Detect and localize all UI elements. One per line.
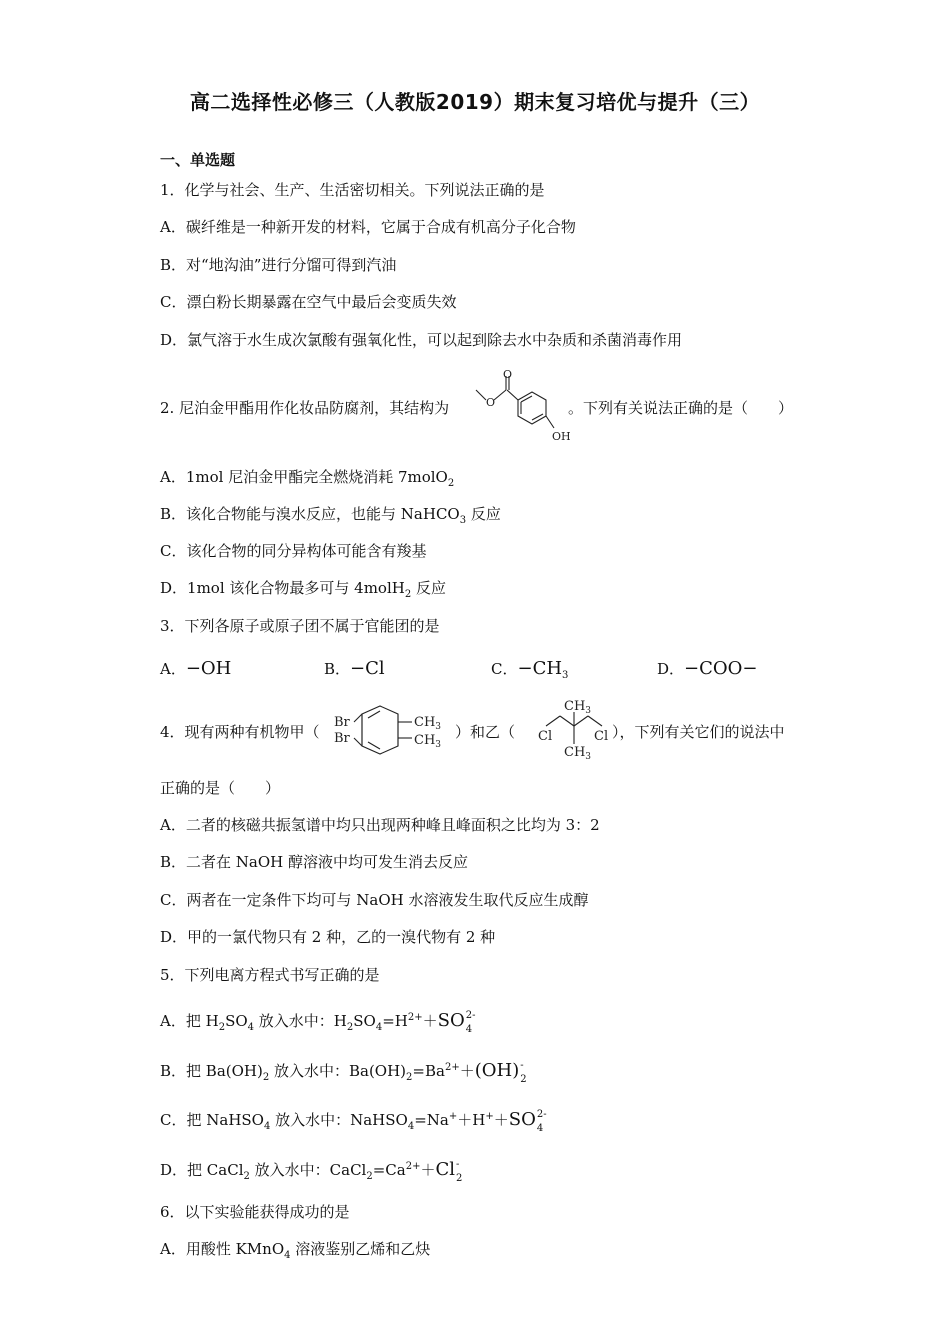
q2d-text: D．1mol 该化合物最多可与 4molH (160, 579, 405, 597)
question-4-stem-mid: ）和乙（ (455, 723, 516, 741)
q2a-sub: 2 (447, 478, 455, 489)
q3d-label: D． (657, 660, 685, 678)
question-4-option-b: B．二者在 NaOH 醇溶液中均可发生消去反应 (160, 853, 469, 871)
question-3-option-b (324, 658, 385, 679)
q2b-post: 反应 (466, 505, 501, 523)
question-6-option-a: A．用酸性 KMnO$_4$ 溶液鉴别乙烯和乙炔 (160, 1240, 431, 1261)
question-5-option-c: C．把 NaHSO$_4$ 放入水中：NaHSO$_4$=Na+＋H+＋SO 2- 4 (160, 1109, 547, 1134)
question-1-stem: 1．化学与社会、生产、生活密切相关。下列说法正确的是 (160, 181, 545, 199)
compound-yi-structure (536, 698, 616, 762)
q3c-label: C． (491, 660, 518, 678)
compound-jia-structure (332, 700, 454, 760)
question-6-stem: 6．以下实验能获得成功的是 (160, 1203, 350, 1221)
question-5-option-b: B．把 $Ba(OH)_2$ 放入水中：$Ba(OH)_2=Ba^{2+}+(OH)$ - 2 (160, 1060, 527, 1085)
struct-ester-o: O (486, 396, 496, 409)
struct-carbonyl-o: O (503, 370, 513, 381)
q3c-sub: 3 (562, 670, 569, 681)
section-heading: 一、单选题 (160, 151, 236, 169)
question-4-stem-pre: 4．现有两种有机物甲（ (160, 723, 320, 741)
question-3-stem: 3．下列各原子或原子团不属于官能团的是 (160, 617, 440, 635)
question-1-option-c: C．漂白粉长期暴露在空气中最后会变质失效 (160, 293, 457, 311)
q2b-sub: 3 (459, 515, 467, 526)
yi-ch3-bottom: $CH_3$ (564, 745, 592, 762)
jia-br-top: Br (334, 715, 350, 730)
jia-ch3-bottom: $CH_3$ (414, 733, 442, 750)
question-3-option-d (657, 658, 757, 679)
q3c-value: −CH (517, 658, 563, 679)
q3d-value: −COO− (684, 658, 758, 679)
question-4-option-a: A．二者的核磁共振氢谱中均只出现两种峰且峰面积之比均为 3：2 (160, 816, 600, 834)
question-3-option-a (160, 658, 231, 679)
question-5-option-a: A．把 $H_2SO_4$ 放入水中：$H_2SO_4=H^{2+}+SO$ 2- 4 (160, 1010, 476, 1035)
jia-br-bottom: Br (334, 731, 350, 746)
jia-ch3-top: $CH_3$ (414, 715, 442, 732)
q2b-text: B．该化合物能与溴水反应，也能与 NaHCO (160, 505, 460, 523)
q2a-text: A．1mol 尼泊金甲酯完全燃烧消耗 7molO (160, 468, 448, 486)
question-2-stem-post: 。下列有关说法正确的是（ ） (568, 399, 794, 417)
question-1-option-a: A．碳纤维是一种新开发的材料，它属于合成有机高分子化合物 (160, 218, 576, 236)
question-4-option-c: C．两者在一定条件下均可与 NaOH 水溶液发生取代反应生成醇 (160, 891, 589, 909)
struct-hydroxyl: OH (552, 430, 571, 443)
question-4-stem-line2: 正确的是（ ） (160, 779, 281, 797)
q3b-value: −Cl (350, 658, 385, 679)
q3a-value: −OH (185, 658, 232, 679)
q2d-post: 反应 (411, 579, 446, 597)
question-2-option-b (160, 504, 501, 524)
page-title: 高二选择性必修三（人教版2019）期末复习培优与提升（三） (189, 90, 761, 114)
yi-ch3-top: $CH_3$ (564, 699, 592, 716)
q3a-label: A． (160, 660, 186, 678)
question-2-option-a (160, 467, 454, 487)
question-5-option-d: D．把 CaCl$_2$ 放入水中：$CaCl_2=Ca^{2+}+Cl$ - 2 (160, 1159, 463, 1184)
question-1-option-b: B．对“地沟油”进行分馏可得到汽油 (160, 256, 397, 274)
question-5-stem: 5．下列电离方程式书写正确的是 (160, 966, 380, 984)
question-4-stem-post: ），下列有关它们的说法中 (612, 723, 785, 741)
q2d-sub: 2 (404, 589, 412, 600)
question-2-option-d (160, 578, 446, 598)
question-2-stem-pre: 2. 尼泊金甲酯用作化妆品防腐剂，其结构为 (160, 399, 450, 417)
question-2-stem (160, 398, 449, 418)
question-4-option-d: D．甲的一氯代物只有 2 种，乙的一溴代物有 2 种 (160, 928, 496, 946)
q3b-label: B． (324, 660, 351, 678)
question-3-option-c (491, 658, 568, 679)
yi-cl-right: Cl (594, 729, 609, 744)
question-2-option-c: C．该化合物的同分异构体可能含有羧基 (160, 542, 427, 560)
question-1-option-d: D．氯气溶于水生成次氯酸有强氧化性，可以起到除去水中杂质和杀菌消毒作用 (160, 331, 683, 349)
yi-cl-left: Cl (538, 729, 553, 744)
methylparaben-structure (474, 370, 574, 448)
